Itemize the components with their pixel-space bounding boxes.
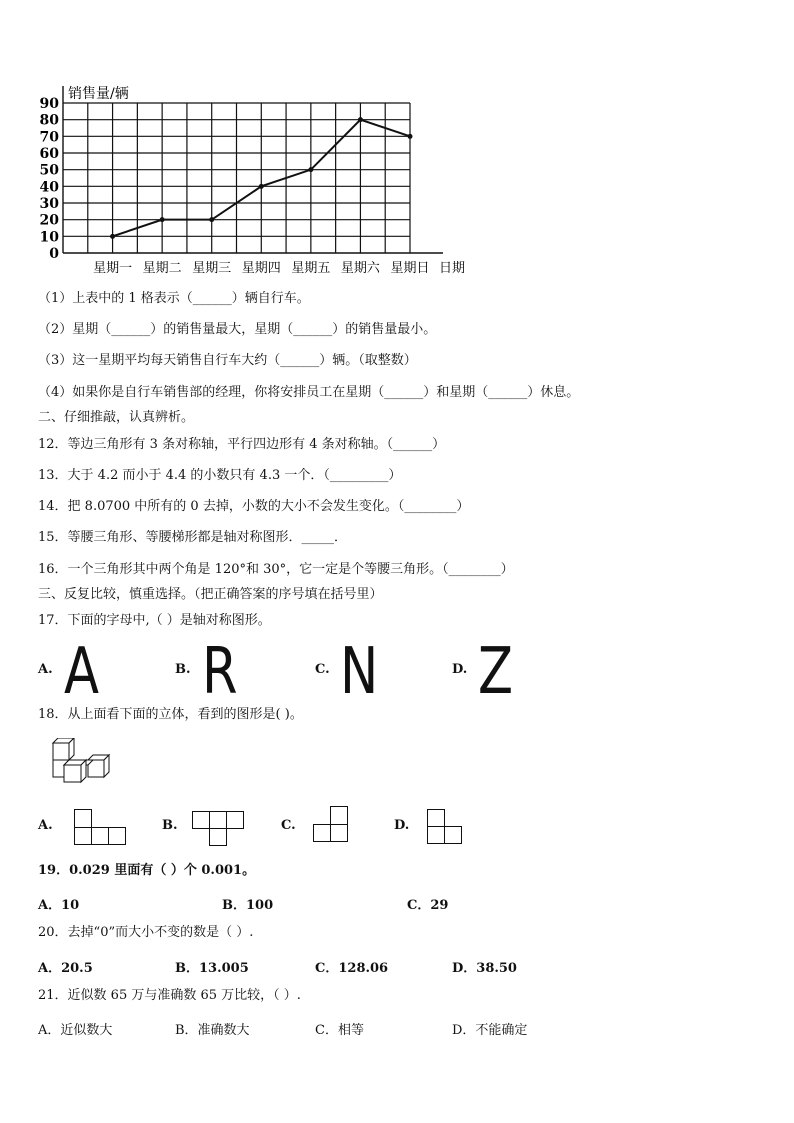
q17-option-b-letter: R: [202, 635, 238, 709]
q21-option-a: A．近似数大: [38, 1023, 113, 1038]
q18-option-d-shape: [427, 809, 465, 846]
question-2: （2）星期（______）的销售量最大，星期（______）的销售量最小。: [38, 322, 437, 337]
x-tick-label: 星期二: [142, 261, 182, 276]
q21-option-c: C．相等: [315, 1023, 364, 1038]
y-tick-label: 10: [39, 229, 59, 246]
question-21: 21．近似数 65 万与准确数 65 万比较，（ ）.: [38, 988, 301, 1003]
data-point: [358, 117, 363, 122]
y-tick-label: 60: [39, 146, 59, 162]
q17-option-a-letter: A: [64, 635, 100, 709]
question-15: 15．等腰三角形、等腰梯形都是轴对称图形．_____．: [38, 530, 348, 545]
x-tick-label: 星期六: [340, 261, 380, 276]
x-axis-label: 日期: [438, 261, 466, 276]
q20-option-d: D．38.50: [452, 961, 517, 976]
section-2-heading: 二、仔细推敲，认真辨析。: [38, 410, 195, 425]
y-axis-label: 销售量/辆: [68, 86, 129, 102]
y-tick-label: 40: [39, 179, 59, 196]
data-point: [259, 184, 264, 189]
q20-option-b: B．13.005: [175, 961, 249, 976]
q21-option-b: B．准确数大: [175, 1023, 250, 1038]
q18-option-c-shape: [313, 806, 351, 844]
data-point: [209, 217, 214, 222]
q18-option-b-label: B.: [162, 818, 178, 833]
y-tick-label: 70: [39, 129, 59, 146]
section-3-heading: 三、反复比较，慎重选择。（把正确答案的序号填在括号里）: [38, 587, 383, 602]
question-1: （1）上表中的 1 格表示（______）辆自行车。: [38, 291, 310, 306]
q18-option-b-shape: [192, 811, 246, 848]
question-12: 12．等边三角形有 3 条对称轴，平行四边形有 4 条对称轴。（______）: [38, 437, 446, 452]
y-tick-label: 20: [39, 212, 59, 229]
q17-option-d-letter: Z: [478, 635, 514, 709]
cube-solid-figure: [50, 738, 115, 790]
q17-option-b-label: B.: [175, 662, 191, 677]
data-point: [308, 167, 313, 172]
x-tick-label: 星期日: [390, 261, 430, 276]
data-point: [160, 217, 165, 222]
q18-option-a-label: A.: [38, 818, 53, 833]
data-point: [408, 134, 413, 139]
question-4: （4）如果你是自行车销售部的经理，你将安排员工在星期（______）和星期（______）休息。: [38, 385, 580, 400]
x-tick-label: 星期四: [241, 261, 281, 276]
question-18: 18．从上面看下面的立体，看到的图形是( )。: [38, 707, 303, 722]
question-16: 16．一个三角形其中两个角是 120°和 30°，它一定是个等腰三角形。（________）: [38, 562, 514, 577]
q17-option-c-label: C.: [315, 662, 330, 677]
q21-option-d: D．不能确定: [452, 1023, 528, 1038]
q17-option-a-label: A.: [38, 662, 53, 677]
y-tick-label: 50: [39, 162, 59, 179]
question-3: （3）这一星期平均每天销售自行车大约（______）辆。（取整数）: [38, 353, 417, 368]
q20-option-c: C．128.06: [315, 961, 389, 976]
question-17: 17．下面的字母中,（ ）是轴对称图形。: [38, 613, 271, 628]
y-tick-label: 0: [49, 246, 59, 262]
y-tick-label: 30: [39, 196, 59, 212]
q19-option-c: C．29: [407, 898, 449, 913]
question-19: 19．0.029 里面有（ ）个 0.001。: [38, 863, 256, 878]
q20-option-a: A．20.5: [38, 961, 93, 976]
data-point: [110, 234, 115, 239]
question-14: 14．把 8.0700 中所有的 0 去掉，小数的大小不会发生变化。（________）: [38, 499, 470, 514]
q19-option-a: A．10: [38, 898, 80, 913]
sales-line-chart: [0, 0, 794, 285]
question-20: 20．去掉“0”而大小不变的数是（ ）.: [38, 925, 254, 940]
q18-option-c-label: C.: [281, 818, 296, 833]
q17-option-c-letter: N: [340, 635, 379, 709]
q18-option-d-label: D.: [394, 818, 410, 833]
y-tick-label: 90: [39, 96, 59, 112]
x-tick-label: 星期五: [291, 261, 331, 276]
q17-option-d-label: D.: [452, 662, 468, 677]
x-tick-label: 星期一: [93, 261, 133, 276]
y-tick-label: 80: [39, 112, 59, 129]
q18-option-a-shape: [74, 809, 128, 846]
x-tick-label: 星期三: [192, 261, 232, 276]
q19-option-b: B．100: [222, 898, 274, 913]
question-13: 13．大于 4.2 而小于 4.4 的小数只有 4.3 一个．（_________）: [38, 468, 402, 483]
